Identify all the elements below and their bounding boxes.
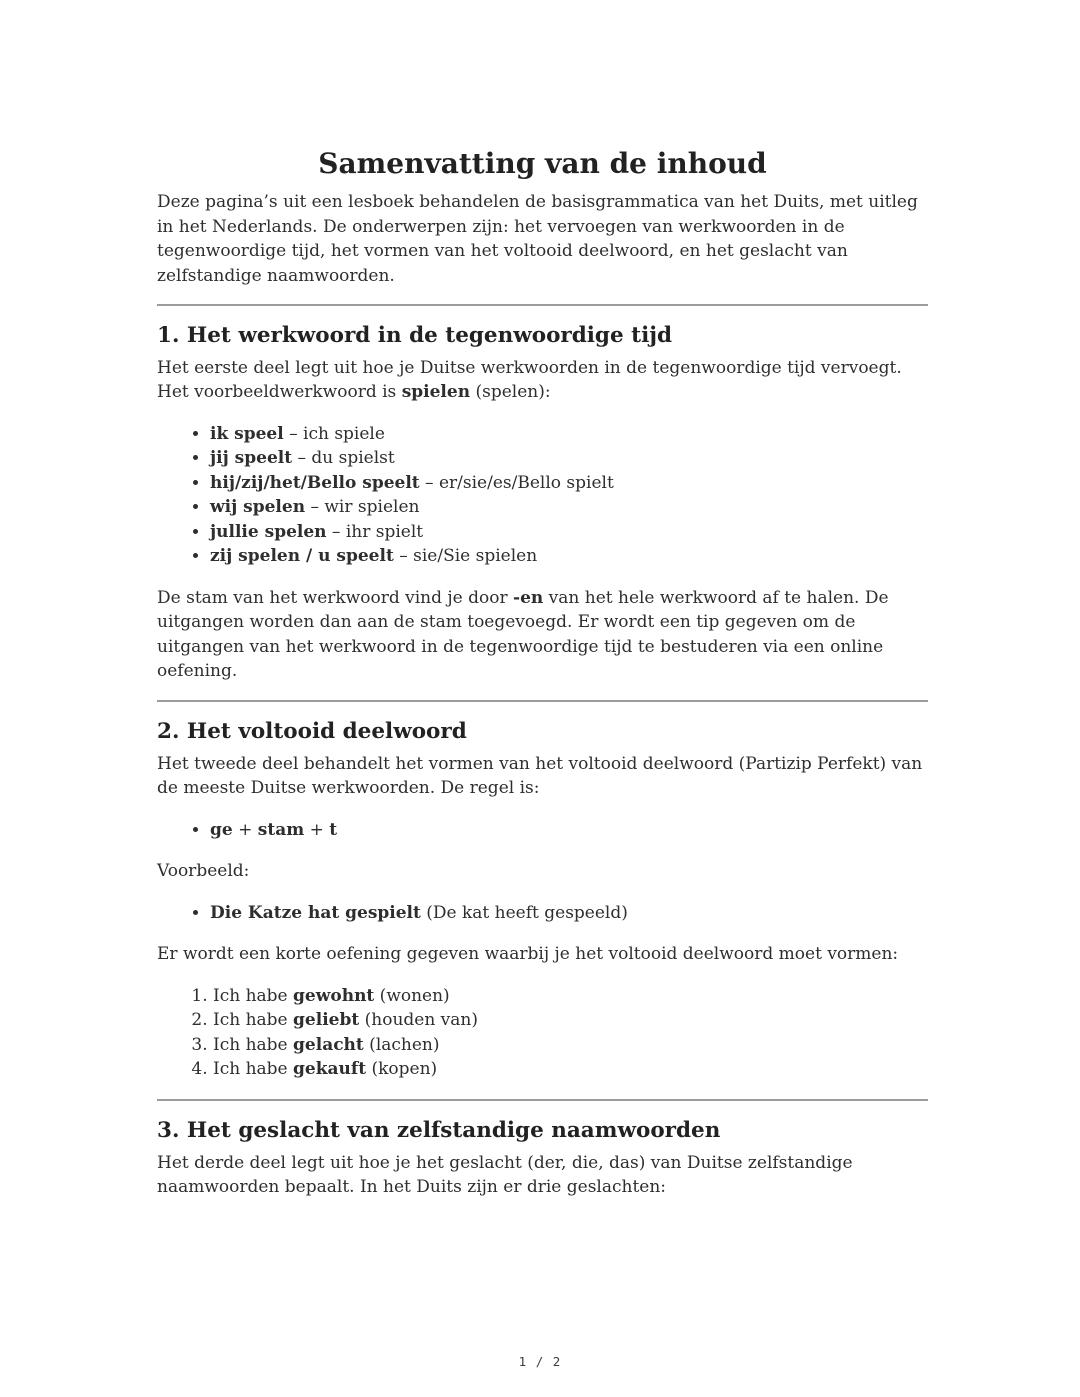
exercise-pre: Ich habe (213, 1010, 294, 1031)
german-form: – ihr spielt (326, 521, 424, 542)
exercise-post: (lachen) (363, 1034, 440, 1055)
conjugation-item (210, 520, 928, 545)
exercise-item (213, 1033, 928, 1058)
exercise-answer: gelacht (293, 1034, 364, 1055)
section-1-intro-post: (spelen): (470, 382, 551, 403)
exercise-item (213, 984, 928, 1009)
section-2-intro: Het tweede deel behandelt het vormen van het voltooid deelwoord (Partizip Perfekt) van de meeste Duitse werkwoorden. De regel is: (157, 753, 923, 799)
rule-item (210, 818, 928, 843)
section-divider (157, 700, 928, 702)
exercise-post: (houden van) (359, 1010, 479, 1031)
exercise-answer: gekauft (293, 1059, 367, 1080)
example-list (157, 901, 928, 926)
exercise-item (213, 1057, 928, 1082)
exercise-post: (wonen) (374, 985, 450, 1006)
exercise-pre: Ich habe (213, 1034, 294, 1055)
section-1-intro (157, 356, 928, 405)
rule-part-ge: ge (210, 819, 233, 840)
rule-part-stam: stam (257, 819, 305, 840)
example-item (210, 901, 928, 926)
dutch-form: ik speel (210, 423, 284, 444)
suffix-en: -en (513, 587, 544, 608)
example-verb: spielen (401, 382, 471, 403)
section-2 (157, 718, 928, 1082)
section-3 (157, 1117, 928, 1200)
section-divider (157, 304, 928, 306)
section-1 (157, 322, 928, 684)
conjugation-item (210, 471, 928, 496)
dutch-form: wij spelen (210, 497, 306, 518)
intro-paragraph: Deze pagina’s uit een lesboek behandelen de basisgrammatica van het Duits, met uitleg in het Nederlands. De onderwerpen zijn: het vervoegen van werkwoorden in de tegenwoordige tijd, het vormen van het voltooid deelwoord, en het geslacht van zelfstandige naamwoorden. (157, 192, 918, 286)
exercise-item (213, 1008, 928, 1033)
example-sentence-dutch: (De kat heeft gespeeld) (420, 902, 628, 923)
section-1-outro-pre: De stam van het werkwoord vind je door (157, 587, 514, 608)
example-label: Voorbeeld: (157, 861, 250, 882)
section-1-heading: 1. Het werkwoord in de tegenwoordige tijd (157, 323, 673, 348)
conjugation-list (157, 422, 928, 569)
dutch-form: hij/zij/het/Bello speelt (210, 472, 420, 493)
exercise-intro: Er wordt een korte oefening gegeven waarbij je het voltooid deelwoord moet vormen: (157, 944, 899, 965)
exercise-post: (kopen) (366, 1059, 438, 1080)
rule-part-t: t (329, 819, 338, 840)
section-3-intro: Het derde deel legt uit hoe je het geslacht (der, die, das) van Duitse zelfstandige naamwoorden bepaalt. In het Duits zijn er drie geslachten: (157, 1152, 853, 1198)
dutch-form: jullie spelen (210, 521, 327, 542)
german-form: – du spielst (292, 448, 395, 469)
conjugation-item (210, 544, 928, 569)
german-form: – ich spiele (283, 423, 385, 444)
section-1-intro-pre: Het eerste deel legt uit hoe je Duitse werkwoorden in de tegenwoordige tijd vervoegt. Het voorbeeldwerkwoord is (157, 357, 902, 403)
section-2-heading: 2. Het voltooid deelwoord (157, 718, 467, 744)
section-divider (157, 1099, 928, 1101)
conjugation-item (210, 495, 928, 520)
rule-list (157, 818, 928, 843)
german-form: – sie/Sie spielen (393, 546, 538, 567)
conjugation-item (210, 446, 928, 471)
conjugation-item (210, 422, 928, 447)
exercise-answer: gewohnt (293, 985, 375, 1006)
rule-separator: + (304, 819, 330, 840)
section-3-heading: 3. Het geslacht van zelfstandige naamwoorden (157, 1117, 721, 1143)
exercise-pre: Ich habe (213, 1059, 294, 1080)
exercise-answer: geliebt (293, 1010, 360, 1031)
dutch-form: jij speelt (210, 448, 293, 469)
exercise-pre: Ich habe (213, 985, 294, 1006)
page-number: 1 / 2 (518, 1354, 562, 1369)
section-1-outro (157, 586, 928, 684)
example-sentence-german: Die Katze hat gespielt (210, 902, 421, 923)
exercise-list (157, 984, 928, 1082)
page-title: Samenvatting van de inhoud (318, 147, 767, 180)
rule-separator: + (232, 819, 258, 840)
german-form: – er/sie/es/Bello spielt (419, 472, 614, 493)
section-1-outro-post: van het hele werkwoord af te halen. De uitgangen worden dan aan de stam toegevoegd. Er wordt een tip gegeven om de uitgangen van het werkwoord in de tegenwoordige tijd te bestuderen via een online oefening. (157, 587, 889, 682)
german-form: – wir spielen (305, 497, 420, 518)
dutch-form: zij spelen / u speelt (210, 546, 394, 567)
